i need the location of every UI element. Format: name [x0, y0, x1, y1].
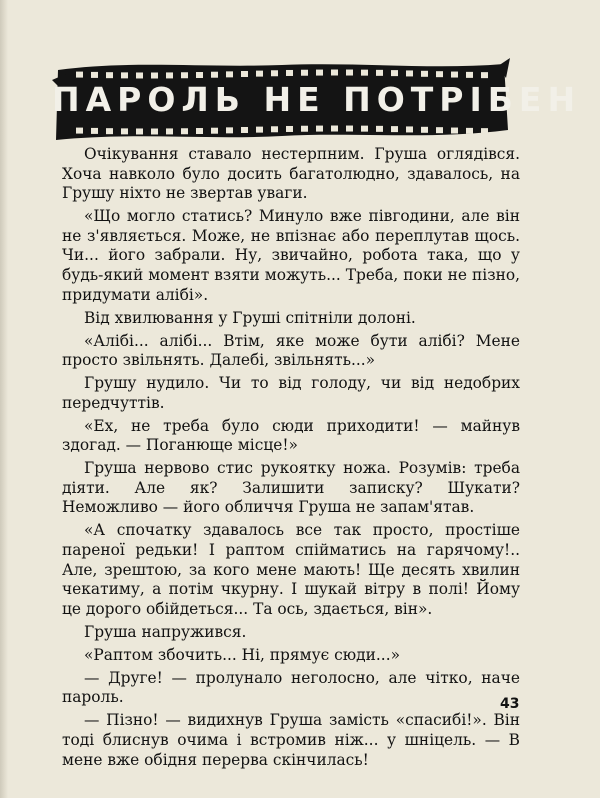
film-hole	[286, 70, 293, 76]
film-hole	[181, 72, 188, 78]
film-hole	[166, 128, 173, 134]
film-hole	[211, 128, 218, 134]
film-hole	[136, 128, 143, 134]
paragraph: Від хвилювання у Груші спітніли долоні.	[84, 308, 416, 327]
film-hole	[406, 70, 413, 76]
film-hole	[301, 70, 308, 76]
film-hole	[121, 72, 128, 78]
film-hole	[76, 128, 83, 134]
film-hole	[346, 126, 353, 132]
film-hole	[451, 128, 458, 134]
paragraph: — Друге! — пролунало неголосно, але чітко, наче пароль.	[62, 668, 520, 707]
film-hole	[331, 70, 338, 76]
film-hole	[271, 70, 278, 76]
page-edge-shadow	[0, 0, 8, 798]
film-hole	[196, 72, 203, 78]
film-hole	[466, 128, 473, 134]
paragraph: «Раптом збочить... Ні, прямує сюди...»	[84, 645, 401, 664]
film-hole	[91, 128, 98, 134]
film-hole	[166, 72, 173, 78]
film-hole	[451, 72, 458, 78]
paragraph: Грушу нудило. Чи то від голоду, чи від недобрих передчуттів.	[62, 374, 520, 412]
film-hole	[91, 72, 98, 78]
film-hole	[391, 70, 398, 76]
film-hole	[241, 71, 248, 77]
paragraph: «Алібі... алібі... Втім, яке може бути алібі? Мене просто звільнять. Далебі, звільнять...»	[62, 331, 520, 370]
film-hole	[226, 71, 233, 77]
film-hole	[316, 126, 323, 132]
film-hole	[121, 128, 128, 134]
page-number: 43	[500, 696, 520, 712]
paragraph: Очікування ставало нестерпним. Груша оглядівся. Хоча навколо було досить багатолюдно, здавалось, на Грушу ніхто не звертав уваги.	[62, 145, 520, 203]
paragraph: — Пізно! — видихнув Груша замість «спасибі!». Він тоді блиснув очима і встромив ніж... у шніцель. — В мене вже обідня перерва скінчилась!	[62, 711, 520, 769]
film-hole	[421, 127, 428, 133]
film-hole	[466, 72, 473, 78]
film-hole	[151, 128, 158, 134]
film-hole	[106, 128, 113, 134]
title-banner	[52, 56, 582, 148]
film-hole	[241, 127, 248, 133]
film-hole	[421, 71, 428, 77]
film-hole	[436, 127, 443, 133]
paragraph: «Ех, не треба було сюди приходити! — майнув здогад. — Поганюще місце!»	[62, 416, 520, 455]
paragraph: «Що могло статись? Минуло вже півгодини, але він не з'являється. Може, не впізнає або переплутав щось. Чи... його забрали. Ну, звичайно, робота така, що у будь-який момент взяти можуть... Треба, поки не пізно, придумати алібі».	[62, 207, 520, 304]
film-hole	[76, 72, 83, 78]
film-hole	[346, 70, 353, 76]
film-hole	[391, 126, 398, 132]
film-hole	[301, 126, 308, 132]
paragraph: Груша напружився.	[84, 622, 247, 641]
story-text	[62, 145, 520, 774]
film-hole	[271, 126, 278, 132]
paragraph: «А спочатку здавалось все так просто, простіше пареної редьки! І раптом спійматись на гарячому!.. Але, зрештою, за кого мене мають! Ще десять хвилин чекатиму, а потім чкурну. І шукай вітру в полі! Йому це дорого обійдеться... Та ось, здається, він».	[62, 521, 520, 618]
film-hole	[331, 126, 338, 132]
film-hole	[211, 72, 218, 78]
paragraph: Груша нервово стис рукоятку ножа. Розумів: треба діяти. Але як? Залишити записку? Шукати? Неможливо — його обличчя Груша не запам'ятав.	[62, 459, 520, 517]
film-hole	[181, 128, 188, 134]
film-hole	[256, 71, 263, 77]
film-hole	[481, 128, 488, 134]
film-hole	[376, 126, 383, 132]
film-hole	[136, 72, 143, 78]
film-hole	[106, 72, 113, 78]
film-hole	[376, 70, 383, 76]
film-hole	[196, 128, 203, 134]
film-hole	[151, 72, 158, 78]
film-hole	[406, 126, 413, 132]
film-hole	[226, 127, 233, 133]
film-hole	[361, 126, 368, 132]
story-title: ПАРОЛЬ НЕ ПОТРІБЕН	[52, 80, 582, 119]
film-hole	[316, 70, 323, 76]
film-hole	[481, 72, 488, 78]
film-hole	[436, 71, 443, 77]
film-hole	[256, 127, 263, 133]
film-hole	[361, 70, 368, 76]
film-hole	[286, 126, 293, 132]
